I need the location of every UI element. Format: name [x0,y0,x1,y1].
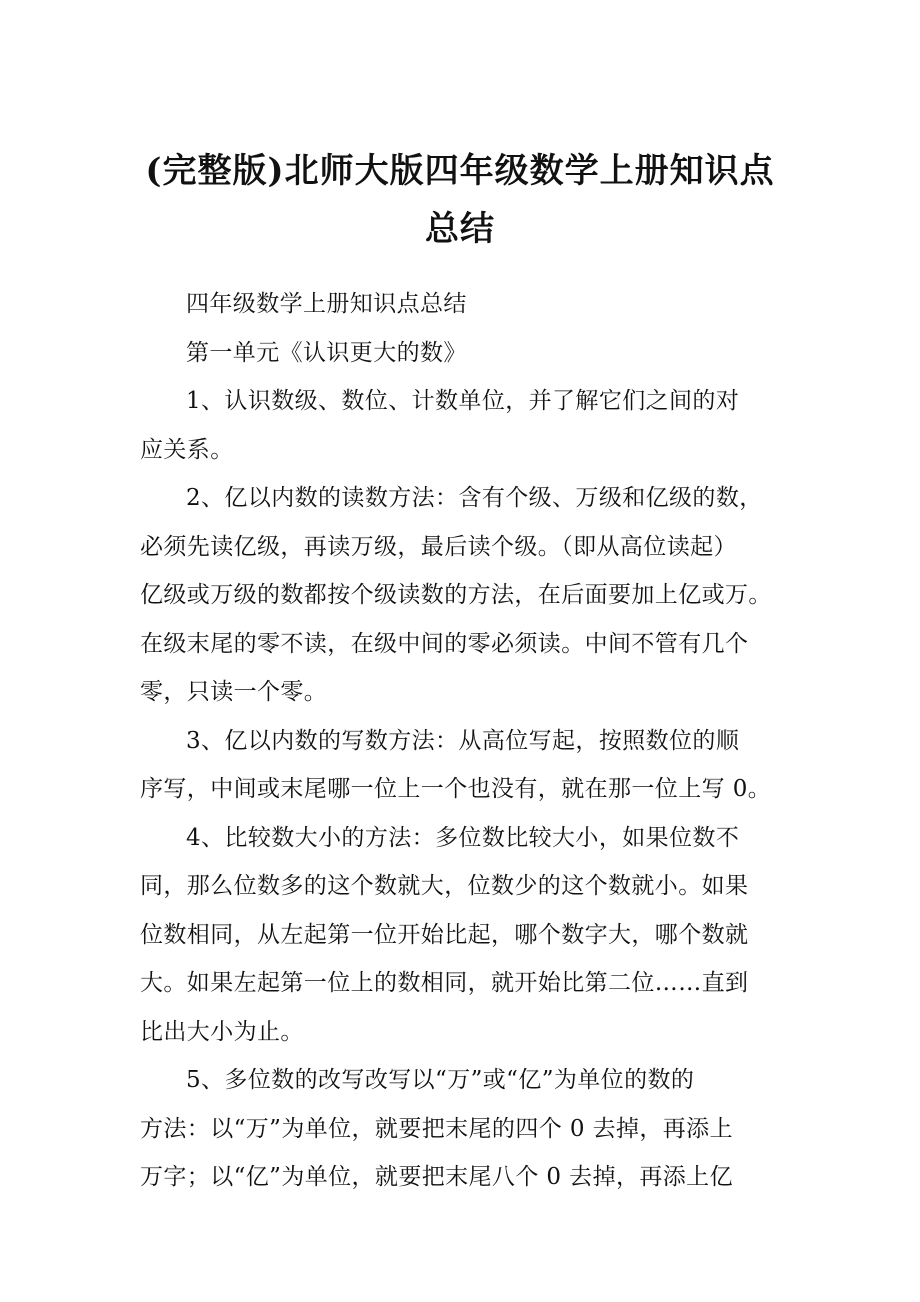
text-line: 3、亿以内数的写数方法：从高位写起，按照数位的顺 [186,727,740,754]
text-line: 在级末尾的零不读，在级中间的零必须读。中间不管有几个 [140,630,749,657]
text-line: 大。如果左起第一位上的数相同，就开始比第二位……直到 [140,970,749,996]
text-line: 同，那么位数多的这个数就大，位数少的这个数就小。如果 [140,873,749,899]
text-line: 比出大小为止。 [140,1018,304,1045]
text-line: 方法：以“万”为单位，就要把末尾的四个 0 去掉，再添上 [140,1115,733,1142]
text-line: 4、比较数大小的方法：多位数比较大小，如果位数不 [186,824,740,851]
text-line: 2、亿以内数的读数方法：含有个级、万级和亿级的数， [186,485,763,511]
text-line: 四年级数学上册知识点总结 [186,291,467,317]
document-body [140,280,790,1202]
text-line: 5、多位数的改写改写以“万”或“亿”为单位的数的 [186,1067,695,1093]
title-line-2: 总结 [425,209,495,249]
text-line: 第一单元《认识更大的数》 [186,339,467,366]
text-line: 零，只读一个零。 [140,679,328,705]
document-title [100,142,820,258]
text-line: 位数相同，从左起第一位开始比起，哪个数字大，哪个数就 [140,921,749,948]
text-line: 万字；以“亿”为单位，就要把末尾八个 0 去掉，再添上亿 [140,1164,733,1190]
text-line: 亿级或万级的数都按个级读数的方法，在后面要加上亿或万。 [140,582,772,608]
text-line: 应关系。 [140,436,234,463]
text-line: 序写，中间或末尾哪一位上一个也没有，就在那一位上写 0。 [140,776,772,802]
text-line: 1、认识数级、数位、计数单位，并了解它们之间的对 [186,388,740,414]
text-line: 必须先读亿级，再读万级，最后读个级。（即从高位读起） [140,533,737,560]
title-line-1: (完整版)北师大版四年级数学上册知识点 [145,151,775,191]
